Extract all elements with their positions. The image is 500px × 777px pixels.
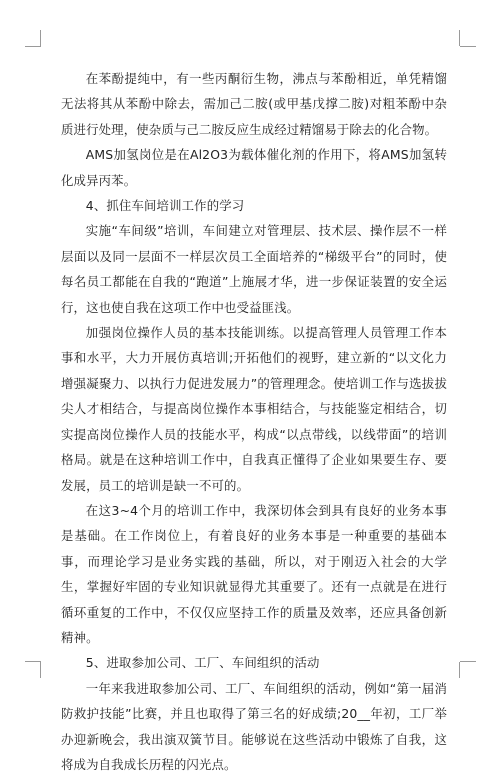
paragraph-workshop-training: 实施“车间级”培训，车间建立对管理层、技术层、操作层不一样层面以及同一层面不一样层次员工全面培养的“梯级平台”的同时，使每名员工都能在自我的“跑道”上施展才华，进一步保证装置的安全运行，这也使自我在这项工作中也受益匪浅。 bbox=[61, 223, 447, 315]
crop-mark-top-left-vertical bbox=[40, 30, 41, 46]
crop-mark-top-left-horizontal bbox=[25, 46, 41, 47]
paragraph-training-reflection: 在这3~4个月的培训工作中，我深切体会到具有良好的业务本事是基础。在工作岗位上，有着良好的业务本事是一种重要的基础本事，而理论学习是业务实践的基础，所以，对于刚迈入社会的大学生，掌握好牢固的专业知识就显得尤其重要了。还有一点就是在进行循环重复的工作中，不仅仅应坚持工作的质量及效率，还应具备创新精神。 bbox=[61, 502, 447, 645]
paragraph-activities: 一年来我进取参加公司、工厂、车间组织的活动，例如“第一届消防救护技能”比赛，并且也取得了第三名的好成绩;20__年初，工厂举办迎新晚会，我出演双簧节目。能够说在这些活动中锻炼了自我，这将成为自我成长历程的闪光点。 bbox=[61, 680, 447, 772]
crop-mark-bottom-left-vertical bbox=[40, 662, 41, 678]
paragraph-ams-hydrogenation: AMS加氢岗位是在Al2O3为载体催化剂的作用下，将AMS加氢转化成异丙苯。 bbox=[61, 147, 447, 188]
paragraph-phenol-purification: 在苯酚提纯中，有一些丙酮衍生物，沸点与苯酚相近，单凭精馏无法将其从苯酚中除去，需加己二胺(或甲基戊撑二胺)对粗苯酚中杂质进行处理，使杂质与己二胺反应生成经过精馏易于除去的化合物。 bbox=[61, 71, 447, 137]
paragraph-skill-training: 加强岗位操作人员的基本技能训练。以提高管理人员管理工作本事和水平，大力开展仿真培训;开拓他们的视野，建立新的“以文化力增强凝聚力、以执行力促进发展力”的管理理念。使培训工作与选拔拔尖人才相结合，与提高岗位操作本事相结合，与技能鉴定相结合，切实提高岗位操作人员的技能水平，构成“以点带线，以线带面”的培训格局。就是在这种培训工作中，自我真正懂得了企业如果要生存、要发展，员工的培训是缺一不可的。 bbox=[61, 325, 447, 493]
section-heading-training: 4、抓住车间培训工作的学习 bbox=[85, 198, 245, 214]
crop-mark-top-right-horizontal bbox=[460, 46, 476, 47]
crop-mark-bottom-right-vertical bbox=[459, 662, 460, 678]
crop-mark-bottom-right-horizontal bbox=[460, 661, 476, 662]
crop-mark-bottom-left-horizontal bbox=[25, 661, 41, 662]
section-heading-activities: 5、进取参加公司、工厂、车间组织的活动 bbox=[85, 655, 320, 671]
document-body bbox=[61, 66, 447, 777]
crop-mark-top-right-vertical bbox=[459, 30, 460, 46]
